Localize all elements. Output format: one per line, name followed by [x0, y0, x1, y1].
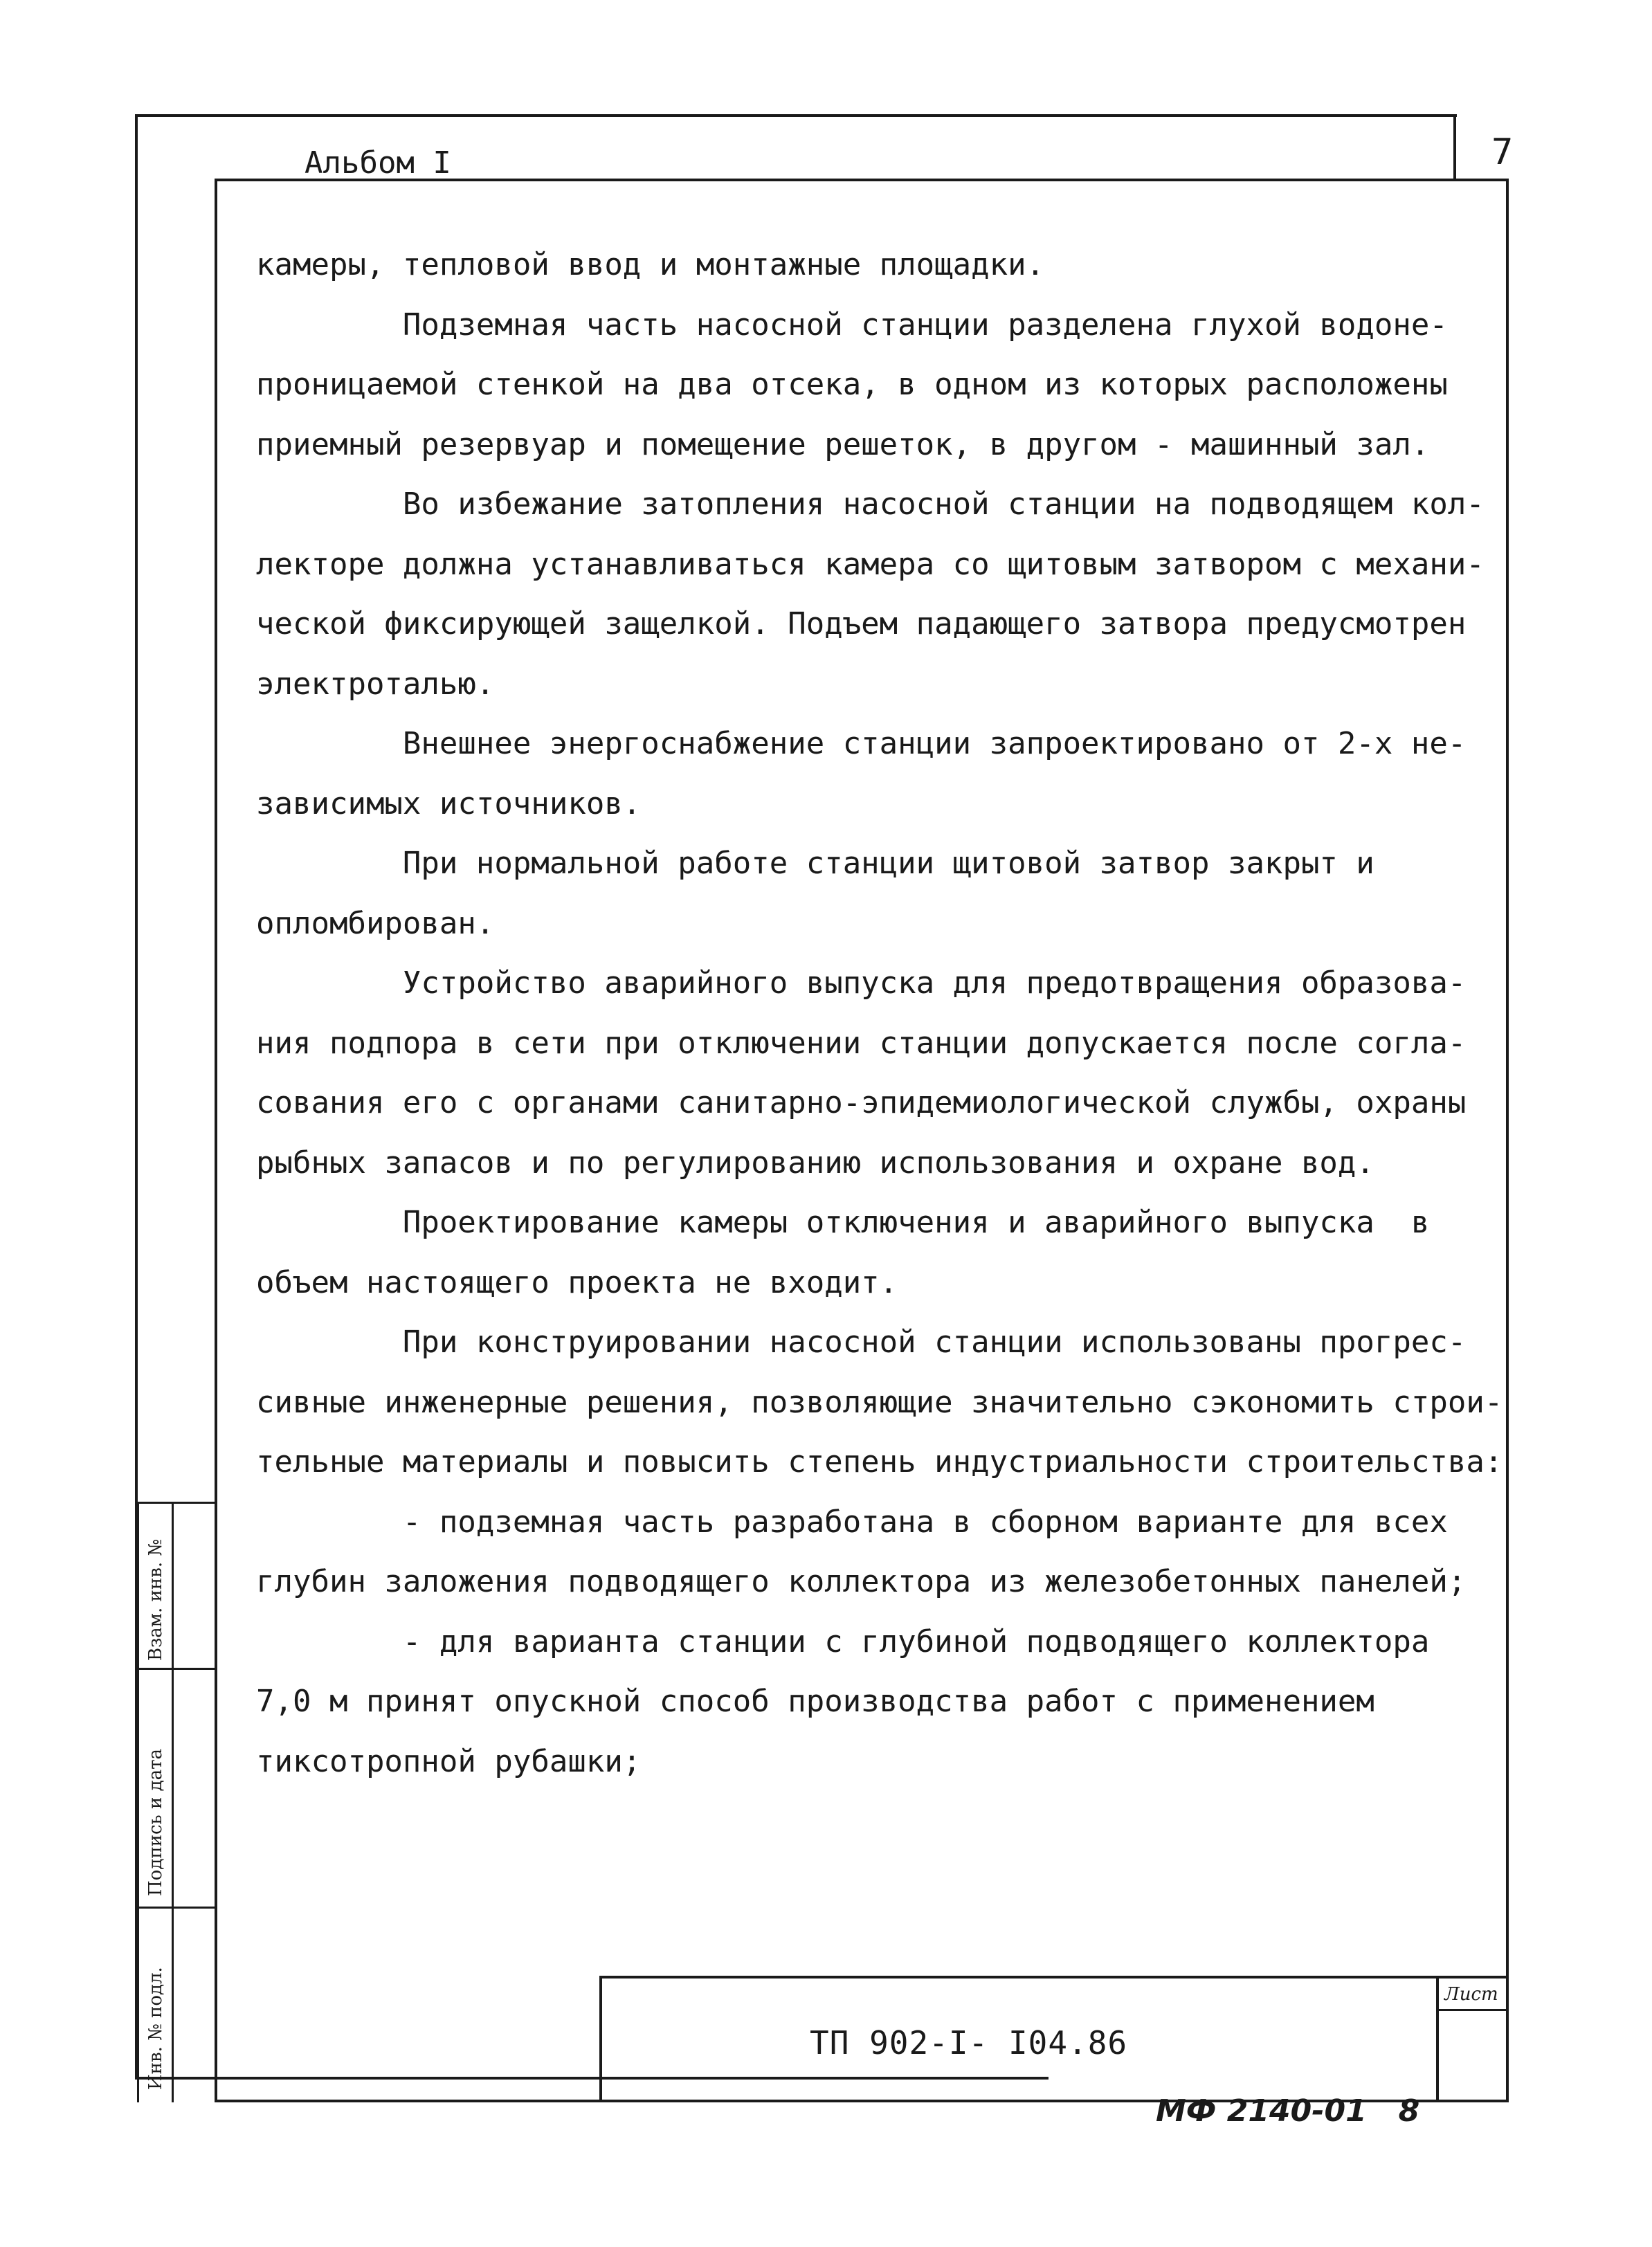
body-line: зависимых источников. [256, 785, 642, 821]
side-label-replacement-inv: Взам. инв. № [145, 1539, 166, 1661]
body-line: опломбирован. [256, 905, 495, 941]
side-stamp-col-left [137, 1502, 139, 2102]
stamp-sheet-divider [1436, 1976, 1439, 2102]
body-line: ческой фиксирующей защелкой. Подъем падающего затвора предусмотрен [256, 606, 1467, 642]
body-line: сивные инженерные решения, позволяющие значительно сэкономить строи- [256, 1384, 1503, 1420]
body-line: рыбных запасов и по регулированию использования и охране вод. [256, 1145, 1374, 1181]
sheet-label: Лист [1444, 1984, 1498, 2005]
frame-outer-bottom [135, 2077, 1049, 2080]
body-line: приемный резервуар и помещение решеток, в другом - машинный зал. [256, 426, 1430, 462]
body-line: тельные материалы и повысить степень индустриальности строительства: [256, 1444, 1503, 1480]
document-body [256, 235, 1502, 1792]
side-stamp-top [137, 1502, 217, 1504]
stamp-top [599, 1976, 1509, 1978]
body-line: тиксотропной рубашки; [256, 1743, 642, 1779]
body-line: Устройство аварийного выпуска для предотвращения образова- [256, 965, 1467, 1001]
body-line: Подземная часть насосной станции разделена глухой водоне- [256, 307, 1448, 343]
side-stamp-col-mid [172, 1502, 174, 2102]
body-line: лекторе должна устанавливаться камера со щитовым затвором с механи- [256, 546, 1485, 582]
side-stamp-row2 [137, 1907, 217, 1909]
body-line: При нормальной работе станции щитовой затвор закрыт и [256, 846, 1374, 881]
stamp-sheet-underline [1436, 2009, 1509, 2011]
side-label-signature-date: Подпись и дата [145, 1749, 166, 1896]
body-line: Во избежание затопления насосной станции на подводящем кол- [256, 486, 1485, 522]
side-label-inv-no: Инв. № подл. [145, 1967, 166, 2090]
body-line: Проектирование камеры отключения и аварийного выпуска в [256, 1205, 1430, 1240]
body-line: 7,0 м принят опускной способ производства работ с применением [256, 1684, 1374, 1719]
frame-header-divider [1453, 114, 1456, 180]
body-line: объем настоящего проекта не входит. [256, 1264, 898, 1300]
body-line: электроталью. [256, 666, 495, 702]
document-code: ТП 902-I- I04.86 [810, 2024, 1128, 2062]
body-line: ния подпора в сети при отключении станции допускается после согла- [256, 1025, 1467, 1061]
body-line: глубин заложения подводящего коллектора из железобетонных панелей; [256, 1564, 1467, 1599]
page-number: 7 [1491, 131, 1514, 173]
body-line: - подземная часть разработана в сборном варианте для всех [256, 1504, 1448, 1540]
archive-mark: МФ 2140-01 8 [1156, 2093, 1420, 2129]
body-line: Внешнее энергоснабжение станции запроектировано от 2-х не- [256, 726, 1467, 761]
album-title: Альбом I [305, 145, 451, 181]
stamp-left [599, 1976, 602, 2102]
frame-inner-left [215, 179, 217, 2102]
body-line: - для варианта станции с глубиной подводящего коллектора [256, 1623, 1430, 1659]
body-line: сования его с органами санитарно-эпидемиологической службы, охраны [256, 1085, 1467, 1120]
body-line: При конструировании насосной станции использованы прогрес- [256, 1325, 1467, 1360]
body-line: камеры, тепловой ввод и монтажные площадки. [256, 247, 1045, 282]
frame-inner-right [1506, 179, 1509, 2102]
frame-outer-top [135, 114, 1457, 117]
body-line: проницаемой стенкой на два отсека, в одном из которых расположены [256, 367, 1448, 402]
side-stamp-row1 [137, 1668, 217, 1670]
